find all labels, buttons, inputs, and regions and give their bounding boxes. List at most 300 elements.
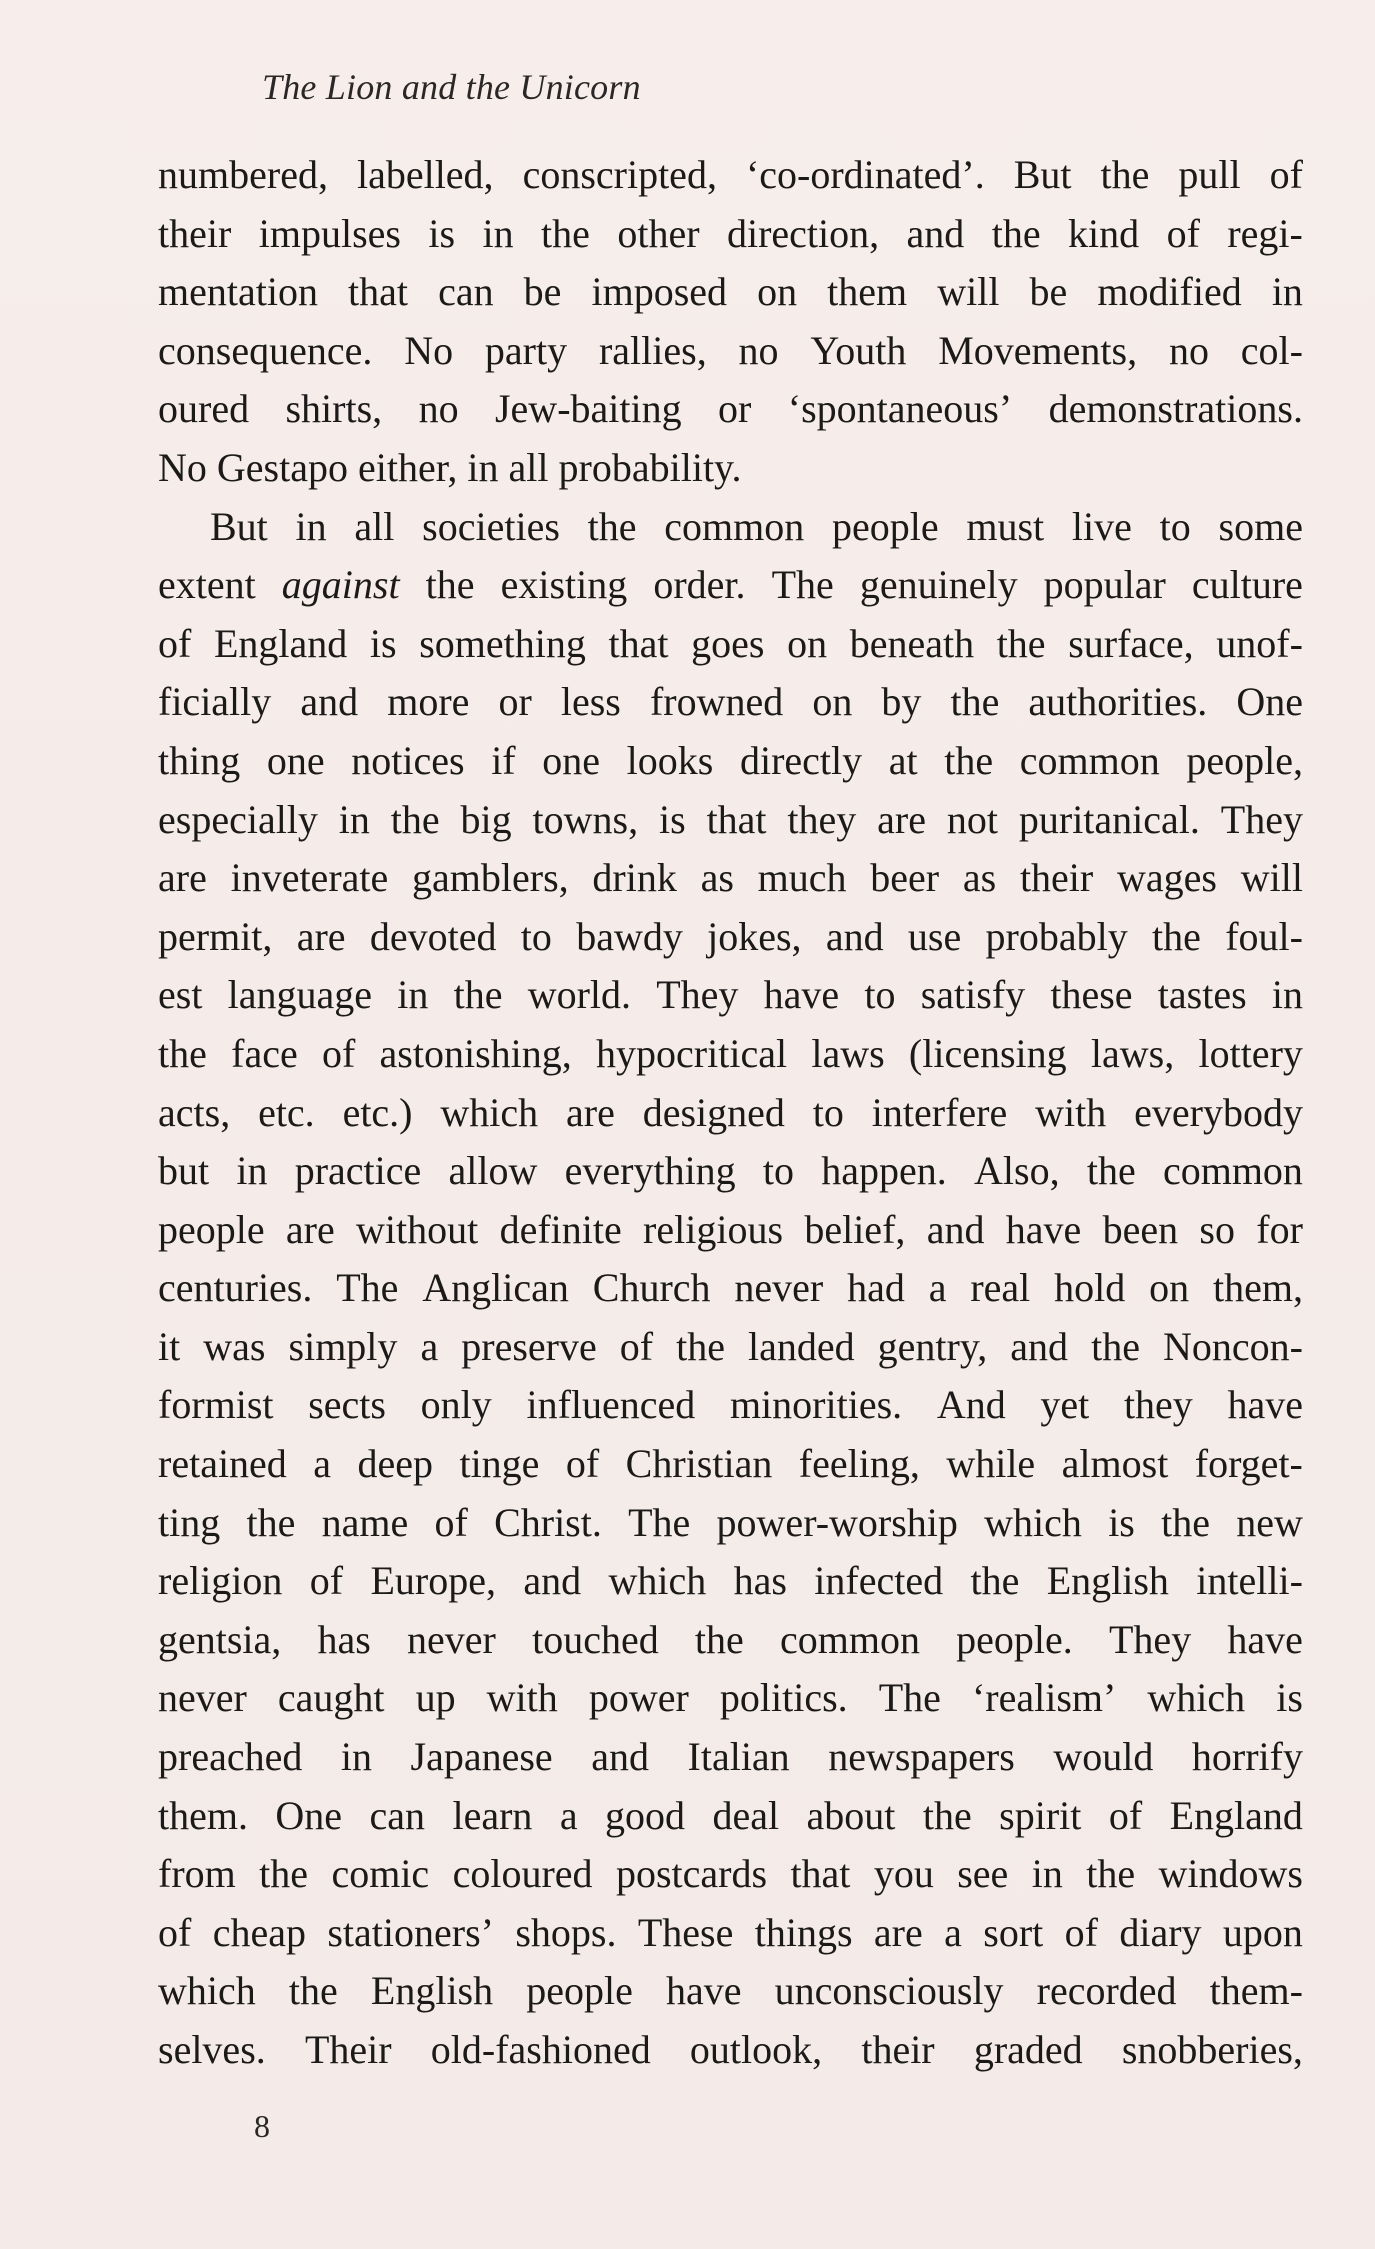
word: order. [653,562,746,608]
word: is [369,620,397,666]
text-line [158,1611,1303,1670]
text-line [158,263,1303,322]
word: No [158,444,207,490]
word: unconsciously [774,1968,1004,2014]
word: ting [158,1499,221,1545]
text-line [158,849,1303,908]
word: satisfy [920,972,1026,1018]
word: these [1050,972,1133,1018]
word: lottery [1198,1030,1303,1076]
word: diary [1119,1909,1202,1955]
word: can [369,1792,426,1838]
word: direction, [726,210,880,256]
word: beneath [849,620,975,666]
word: that [790,1851,851,1897]
word: windows [1158,1851,1303,1897]
word: horrify [1191,1734,1303,1780]
word: see [957,1851,1009,1897]
word: belief, [804,1206,906,1252]
word: graded [973,2027,1083,2072]
word: conscripted, [522,152,717,197]
word: and [591,1734,649,1780]
word: people [526,1968,633,2014]
word: common [1019,737,1160,783]
word: goes [691,620,765,666]
word: sort [983,1909,1044,1955]
word: est [158,972,203,1018]
word: Church [592,1265,711,1311]
word: beer [870,855,940,901]
word: are [285,1206,335,1252]
word: which [1147,1675,1246,1721]
word: The [628,1499,691,1545]
word: One [275,1792,343,1838]
word: on [787,620,828,666]
word: up [415,1675,456,1721]
word: face [231,1030,298,1076]
word: has [733,1558,787,1604]
word: societies [422,503,560,549]
word: to [812,1089,844,1135]
word: the [1100,152,1150,197]
word: Gestapo [216,444,348,490]
word: can [438,269,494,315]
text-line [158,146,1303,205]
word: definite [499,1206,622,1252]
text-line [158,1552,1303,1611]
word: that [348,269,409,315]
word: new [1236,1499,1303,1545]
word: pull [1178,152,1241,197]
word: comic [331,1851,430,1897]
word: Also, [974,1148,1060,1194]
paragraph [158,146,1303,498]
word: ‘co-ordinated’. [745,152,985,197]
word: permit, [158,913,273,959]
word: puritanical. [1018,796,1200,842]
word: happen. [821,1148,947,1194]
word: England [1169,1792,1303,1838]
word: stationers’ [327,1909,494,1955]
word: foul- [1225,913,1303,959]
word: has [317,1616,371,1662]
word: never [734,1265,824,1311]
word: practice [294,1148,422,1194]
word: outlook, [689,2027,823,2072]
word: the [1161,1499,1210,1545]
word: to [1159,503,1191,549]
word: and [825,913,884,959]
text-line [158,908,1303,967]
word: landed [748,1323,855,1369]
word: Movements, [938,327,1138,373]
word: Europe, [370,1558,496,1604]
word: was [203,1323,266,1369]
word: power [588,1675,689,1721]
word: in [340,1734,372,1780]
word: been [1102,1206,1179,1252]
text-line [158,1201,1303,1260]
word: have [763,972,840,1018]
word: would [1053,1734,1154,1780]
word: newspapers [828,1734,1015,1780]
word: not [946,796,998,842]
text-line [158,1142,1303,1201]
word: the [1086,1851,1136,1897]
word: in [295,503,327,549]
text-line [158,2021,1303,2080]
word: preached [158,1734,303,1780]
text-line [158,1259,1303,1318]
word: gamblers, [412,855,569,901]
word: intelli- [1196,1558,1303,1604]
word: a [313,1441,332,1487]
word: name [321,1499,409,1545]
word: towns, [532,796,639,842]
word: minorities. [729,1382,903,1428]
word: religious [643,1206,784,1252]
word: authorities. [1028,679,1208,725]
word: imposed [591,269,728,315]
word: especially [158,796,318,842]
word: etc. [258,1089,315,1135]
word: looks [626,737,714,783]
word: jokes, [707,913,802,959]
word: consequence. [158,327,373,373]
word: in [1031,1851,1063,1897]
word: culture [1191,562,1303,608]
word: it [158,1323,181,1369]
word: in [338,796,370,842]
word: live [1071,503,1132,549]
word: And [936,1382,1006,1428]
word: of [1108,1792,1143,1838]
word: selves. [158,2027,266,2072]
word: people, [1186,737,1303,783]
word: by [881,679,922,725]
word: England [213,620,348,666]
word: is [659,796,686,842]
word: is [1108,1499,1135,1545]
word: frowned [649,679,784,725]
word: regi- [1227,210,1303,256]
word: deal [712,1792,780,1838]
word: gentsia, [158,1616,282,1662]
word: etc.) [342,1089,413,1135]
word: bawdy [576,913,683,959]
word: Youth [810,327,907,373]
word: drink [592,855,677,901]
word: The [878,1675,941,1721]
word: their [158,210,232,256]
text-line [158,380,1303,439]
word: things [754,1909,853,1955]
word: cheap [212,1909,306,1955]
word: without [356,1206,479,1252]
word: Japanese [410,1734,553,1780]
word: demonstrations. [1048,386,1303,432]
word: snobberies, [1121,2027,1303,2072]
word: the [390,796,440,842]
word: shirts, [285,386,383,432]
word: inveterate [230,855,389,901]
word: English [370,1968,494,2014]
word: directly [739,737,863,783]
word: be [1029,269,1068,315]
word: laws, [1090,1030,1175,1076]
word: and [1010,1323,1069,1369]
text-line [158,1084,1303,1143]
word: probably [985,913,1128,959]
word: kind [1068,210,1140,256]
word: all [508,444,549,490]
word: all [354,503,395,549]
word: interfere [871,1089,1008,1135]
word: One [1236,679,1303,725]
text-line [158,205,1303,264]
word: either, [357,444,458,490]
word: Italian [687,1734,790,1780]
word: centuries. [158,1265,313,1311]
word: some [1218,503,1303,549]
body-text [158,146,1303,2080]
word: is [1276,1675,1303,1721]
word: They [1220,796,1303,842]
paragraph [158,498,1303,2080]
text-line [158,556,1303,615]
word: ficially [158,679,272,725]
word: laws [811,1030,885,1076]
word: coloured [452,1851,593,1897]
word: of [565,1441,600,1487]
word: in [467,444,499,490]
word: they [1123,1382,1193,1428]
word: the [970,1558,1020,1604]
word: have [1227,1616,1303,1662]
word: of [434,1499,468,1545]
word: the [991,210,1041,256]
word: They [656,972,739,1018]
word: as [700,855,734,901]
text-line [158,673,1303,732]
word: These [637,1909,734,1955]
word: the [425,562,475,608]
word: power-worship [716,1499,958,1545]
word: in [482,210,514,256]
word: a [559,1792,578,1838]
text-line [158,1904,1303,1963]
word: much [757,855,847,901]
word: unof- [1216,620,1303,666]
word: almost [1061,1441,1169,1487]
word: one [542,737,601,783]
word: more [387,679,470,725]
word: touched [532,1616,659,1662]
word: old-fashioned [430,2027,651,2072]
word: one [266,737,325,783]
word: hypocritical [596,1030,788,1076]
word: use [907,913,962,959]
word: Christ. [494,1499,602,1545]
word: as [962,855,997,901]
word: tastes [1157,972,1247,1018]
word: oured [158,386,250,432]
word: hold [1054,1265,1126,1311]
word: are [296,913,346,959]
text-line [158,615,1303,674]
word: the [1152,913,1201,959]
word: big [460,796,512,842]
word: the [922,1792,972,1838]
word: (licensing [908,1030,1067,1076]
word: Jew-baiting [494,386,682,432]
word: only [420,1382,492,1428]
word: other [617,210,700,256]
word: in [1271,269,1303,315]
text-line [158,1728,1303,1787]
word: or [718,386,752,432]
word: good [605,1792,686,1838]
word: the [453,972,503,1018]
text-line [158,322,1303,381]
word: had [847,1265,905,1311]
word: them [827,269,908,315]
word: allow [448,1148,538,1194]
word: that [706,796,767,842]
word: col- [1240,327,1303,373]
word: and [300,679,359,725]
word: of [1269,152,1303,197]
word: labelled, [356,152,494,197]
text-line [158,1376,1303,1435]
word: infected [814,1558,944,1604]
word: the [694,1616,744,1662]
word: never [158,1675,247,1721]
word: The [336,1265,399,1311]
word: astonishing, [379,1030,572,1076]
word: or [498,679,532,725]
word: of [1064,1909,1098,1955]
word: to [762,1148,795,1194]
word: devoted [369,913,497,959]
word: notices [351,737,465,783]
word: everything [564,1148,736,1194]
word: forget- [1194,1441,1303,1487]
word: the [1086,1148,1136,1194]
word: common [779,1616,920,1662]
word: but [158,1148,210,1194]
word: are [566,1089,615,1135]
word: will [1240,855,1303,901]
word: you [873,1851,934,1897]
word: The [771,562,834,608]
word: the [288,1968,338,2014]
word: English [1046,1558,1169,1604]
word: mentation [158,269,318,315]
word: religion [158,1558,283,1604]
text-line [158,1669,1303,1728]
text-line [158,439,1303,498]
word: the [587,503,637,549]
word: tinge [459,1441,540,1487]
word: their [1019,855,1094,901]
word: they [787,796,857,842]
word: designed [642,1089,785,1135]
word: language [227,972,373,1018]
text-line [158,1494,1303,1553]
word: Their [304,2027,392,2072]
word: real [970,1265,1031,1311]
word: of [619,1323,654,1369]
word: a [944,1909,962,1955]
word: ‘realism’ [971,1675,1117,1721]
text-line [158,498,1303,557]
word: no [738,327,779,373]
word: people [832,503,939,549]
word: less [560,679,621,725]
word: which [158,1968,256,2014]
word: the [246,1499,296,1545]
word: popular [1043,562,1166,608]
word: the [259,1851,309,1897]
word: them- [1209,1968,1303,2014]
word: Noncon- [1163,1323,1303,1369]
text-line [158,1318,1303,1377]
word: feeling, [798,1441,920,1487]
text-line [158,1025,1303,1084]
word: modified [1097,269,1242,315]
word: They [1109,1616,1192,1662]
word: deep [357,1441,433,1487]
text-line [158,1845,1303,1904]
word: which [440,1089,539,1135]
word: and [906,210,965,256]
text-line [158,966,1303,1025]
word: no [1168,327,1209,373]
word: a [928,1265,947,1311]
word: world. [527,972,632,1018]
word: acts, [158,1089,231,1135]
text-line [158,1435,1303,1494]
word: from [158,1851,236,1897]
word: probability. [558,444,742,490]
word: with [486,1675,558,1721]
word: never [407,1616,496,1662]
word: the [950,679,1000,725]
word: of [1166,210,1200,256]
word: But [1013,152,1072,197]
word: with [1035,1089,1107,1135]
text-line [158,1787,1303,1846]
word: politics. [719,1675,848,1721]
word: extent [158,562,256,608]
word: have [666,1968,742,2014]
word: But [210,503,268,549]
word: wages [1117,855,1217,901]
word: must [966,503,1045,549]
word: common [664,503,805,549]
word: on [812,679,853,725]
word: to [864,972,896,1018]
word: yet [1040,1382,1090,1428]
word: will [937,269,1000,315]
word: on [757,269,798,315]
word: in [236,1148,268,1194]
word: people. [956,1616,1073,1662]
text-line [158,1962,1303,2021]
word: have [1227,1382,1303,1428]
page-number: 8 [254,2108,270,2144]
